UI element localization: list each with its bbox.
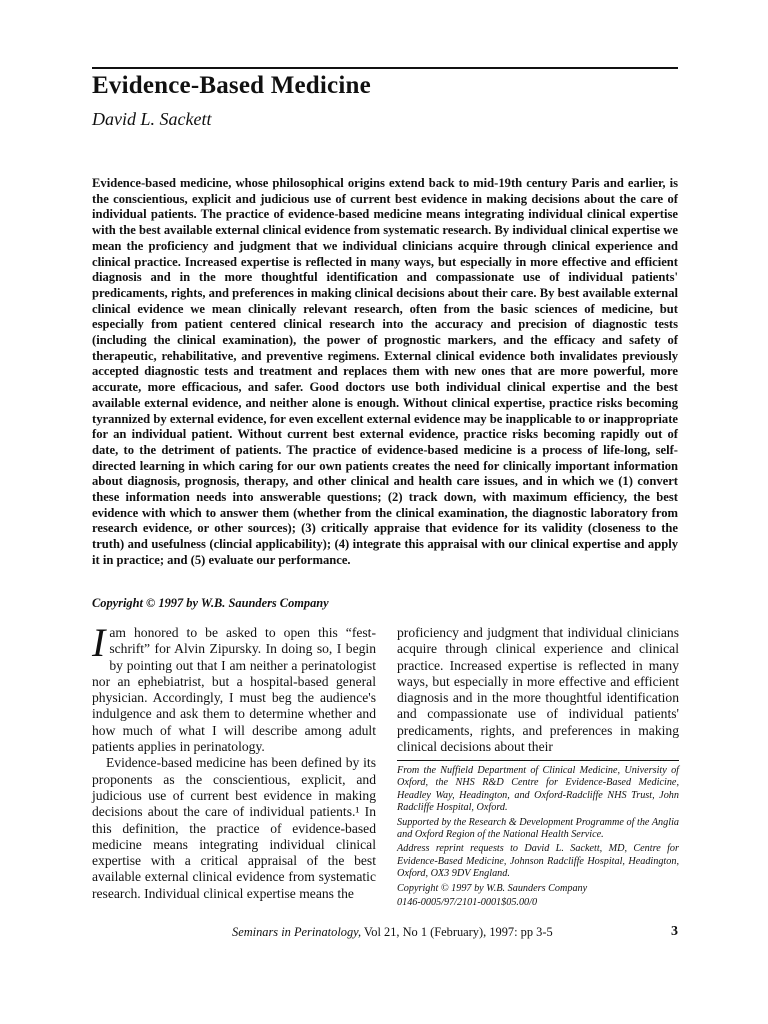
footnote-reprints: Address reprint requests to David L. Sackett, MD, Centre for Evidence-Based Medicine, Johnson Radcliffe Hospital, Headington, Oxford, OX3 9DV England. bbox=[397, 843, 679, 880]
footnote-affiliation: From the Nuffield Department of Clinical Medicine, University of Oxford, the NHS R&D Centre for Evidence-Based Medicine, Headley Way, Headington, and Oxford-Radcliffe NHS Trust, John Radcliffe Hospital, Oxford. bbox=[397, 765, 679, 814]
page-number: 3 bbox=[671, 924, 678, 939]
footnote-support: Supported by the Research & Development Programme of the Anglia and Oxford Region of the National Health Service. bbox=[397, 816, 679, 841]
footnote-copyright: Copyright © 1997 by W.B. Saunders Company bbox=[397, 882, 588, 894]
citation-details: Vol 21, No 1 (February), 1997: pp 3-5 bbox=[361, 925, 553, 939]
article-title: Evidence-Based Medicine bbox=[92, 72, 371, 99]
footnote-rule bbox=[397, 760, 679, 761]
top-rule bbox=[92, 67, 678, 69]
right-column bbox=[397, 625, 679, 755]
footer-citation bbox=[232, 925, 553, 940]
paragraph-1-text: am honored to be asked to open this “fest-schrift” for Alvin Zipursky. In doing so, I begin by pointing out that I am neither a perinatologist nor an ephebiatrist, but a hospital-based general physician. Accordingly, I must beg the audience's indulgence and ask them to determine whether and how much of what I will describe among adult patients applies in perinatology. bbox=[92, 625, 376, 755]
body-paragraph-1 bbox=[92, 620, 376, 755]
abstract-copyright: Copyright © 1997 by W.B. Saunders Company bbox=[92, 596, 329, 610]
journal-page bbox=[92, 0, 678, 1024]
article-author: David L. Sackett bbox=[92, 109, 212, 129]
abstract-text: Evidence-based medicine, whose philosophical origins extend back to mid-19th century Paris and earlier, is the conscientious, explicit and judicious use of current best evidence in making decisions about the care of individual patients. The practice of evidence-based medicine means integrating individual clinical expertise with the best available external clinical evidence from systematic research. By individual clinical expertise we mean the proficiency and judgment that we individual clinicians acquire through clinical experience and clinical practice. Increased expertise is reflected in many ways, but especially in more effective and efficient diagnosis and in the more thoughtful identification and compassionate use of individual patients' predicaments, rights, and preferences in making clinical decisions about their care. By best available external clinical evidence we mean clinically relevant research, often from the basic sciences of medicine, but especially from patient centered clinical research into the accuracy and precision of diagnostic tests (including the clinical examination), the power of prognostic markers, and the efficacy and safety of therapeutic, rehabilitative, and preventive regimens. External clinical evidence both invalidates previously accepted diagnostic tests and treatment and replaces them with new ones that are more powerful, more accurate, more efficacious, and safer. Good doctors use both individual clinical expertise and the best available external evidence, and neither alone is enough. Without clinical expertise, practice risks becoming tyrannized by external evidence, for even excellent external evidence may be inapplicable to or inappropriate for an individual patient. Without current best external evidence, practice risks becoming rapidly out of date, to the detriment of patients. The practice of evidence-based medicine is a process of life-long, self-directed learning in which caring for our own patients creates the need for clinically important information about diagnosis, prognosis, therapy, and other clinical and health care issues, and in which we (1) convert these information needs into answerable questions; (2) track down, with maximum efficiency, the best evidence with which to answer them (whether from the clinical examination, the diagnostic laboratory from research evidence, or other sources); (3) critically appraise that evidence for its validity (closeness to the truth) and usefulness (clincial applicability); (4) integrate this appraisal with our clinical expertise and apply it in practice; and (5) evaluate our performance. bbox=[92, 176, 678, 567]
drop-cap: I bbox=[92, 620, 106, 665]
footnotes bbox=[397, 765, 679, 911]
footnote-code: 0146-0005/97/2101-0001$05.00/0 bbox=[397, 897, 538, 909]
body-paragraph-2: Evidence-based medicine has been defined by its proponents as the conscientious, explicit, and judicious use of current best evidence in making decisions about the care of individual patients.¹ In this definition, the practice of evidence-based medicine means integrating individual clinical expertise with a critical appraisal of the best available external clinical evidence from systematic research. Individual clinical expertise means the bbox=[92, 755, 376, 901]
right-column-paragraph: proficiency and judgment that individual clinicians acquire through clinical experience and clinical practice. Increased expertise is reflected in many ways, but especially in more effective and efficient diagnosis and in the more thoughtful identification and compassionate use of individual patients' predicaments, rights, and preferences in making clinical decisions about their bbox=[397, 625, 679, 755]
left-column bbox=[92, 620, 376, 902]
journal-name: Seminars in Perinatology, bbox=[232, 925, 362, 939]
